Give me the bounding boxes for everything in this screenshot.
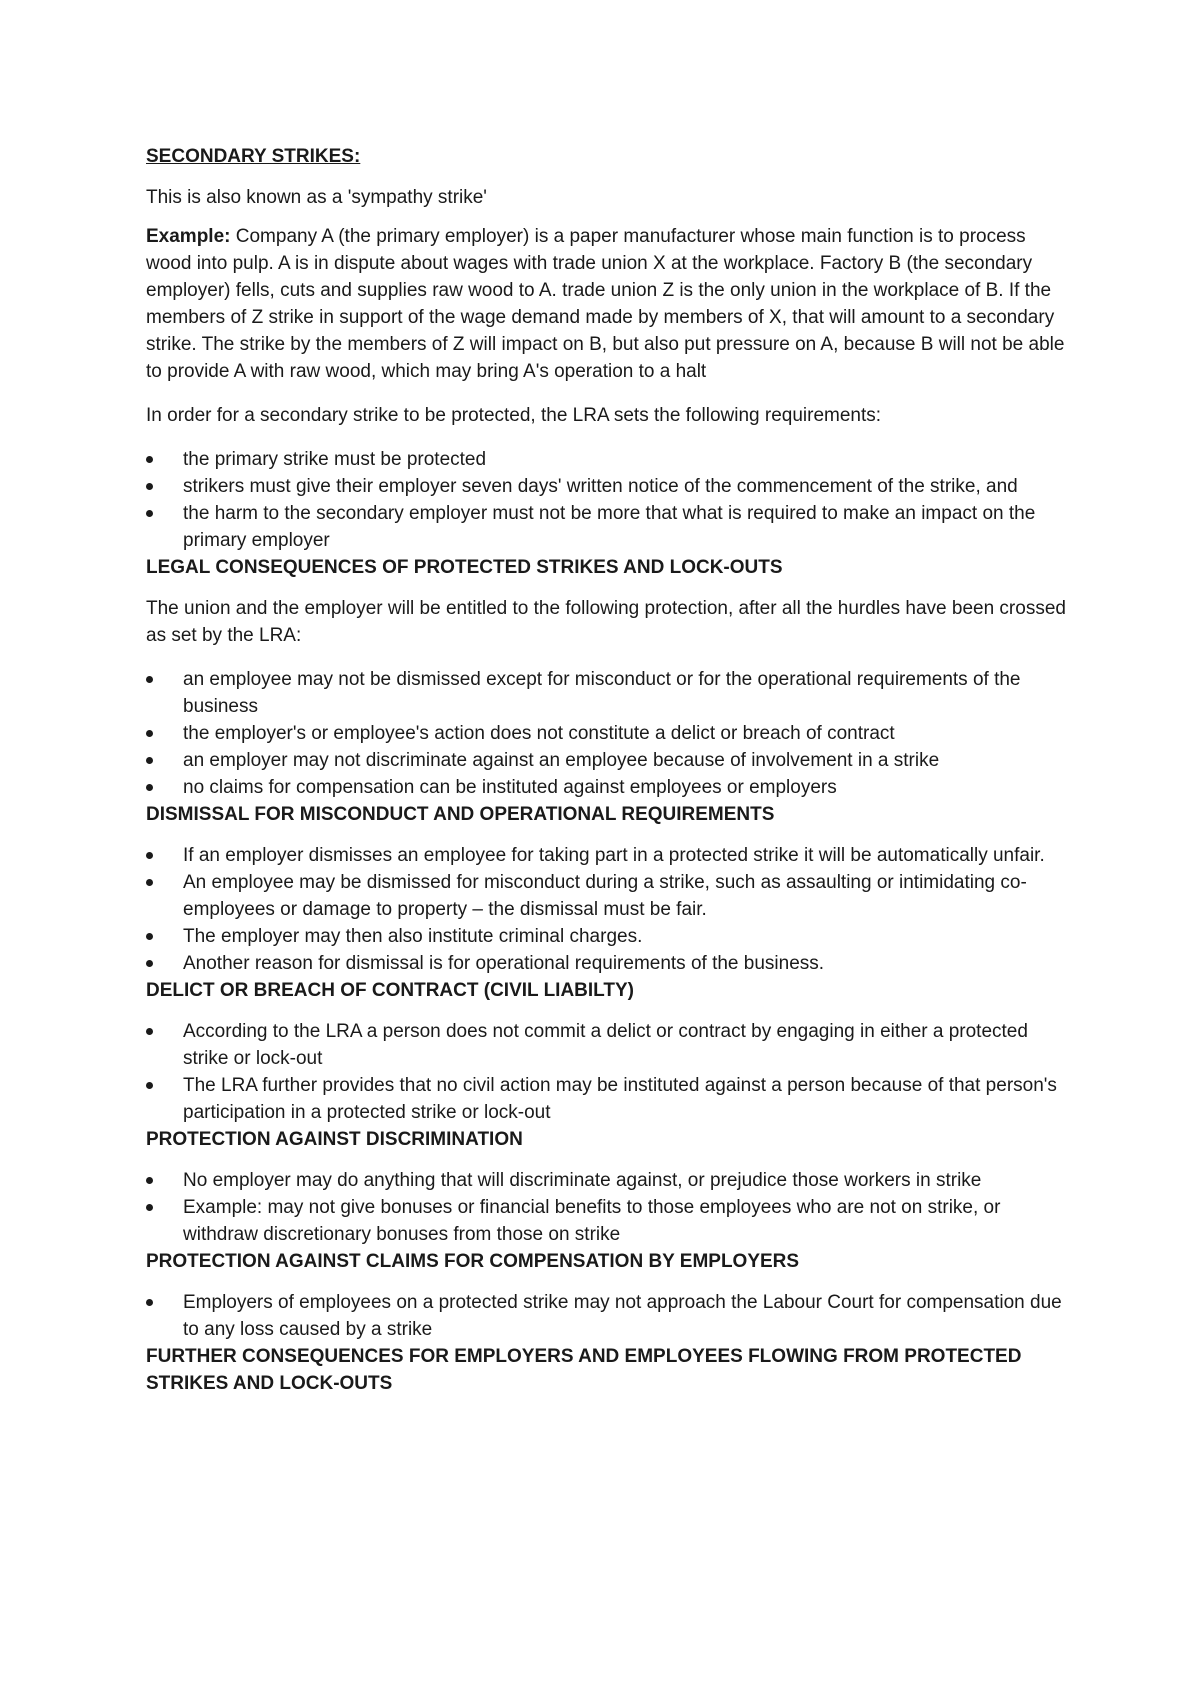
document-page (146, 143, 1066, 1411)
list-item: Another reason for dismissal is for operational requirements of the business. (146, 950, 1066, 977)
heading-further-consequences: FURTHER CONSEQUENCES FOR EMPLOYERS AND EMPLOYEES FLOWING FROM PROTECTED STRIKES AND LOCK-OUTS (146, 1346, 1022, 1394)
list-item: No employer may do anything that will discriminate against, or prejudice those workers in strike (146, 1167, 1066, 1194)
list-item: An employee may be dismissed for misconduct during a strike, such as assaulting or intimidating co-employees or damage to property – the dismissal must be fair. (146, 869, 1066, 923)
list-item: the harm to the secondary employer must not be more that what is required to make an impact on the primary employer (146, 500, 1066, 554)
list-item: The LRA further provides that no civil action may be instituted against a person because of that person's participation in a protected strike or lock-out (146, 1072, 1066, 1126)
list-item: an employer may not discriminate against an employee because of involvement in a strike (146, 747, 1066, 774)
example-text: Company A (the primary employer) is a paper manufacturer whose main function is to process wood into pulp. A is in dispute about wages with trade union X at the workplace. Factory B (the secondary employer) fells, cuts and supplies raw wood to A. trade union Z is the only union in the workplace of B. If the members of Z strike in support of the wage demand made by members of X, that will amount to a secondary strike. The strike by the members of Z will impact on B, but also put pressure on A, because B will not be able to provide A with raw wood, which may bring A's operation to a halt (146, 226, 1065, 382)
heading-dismissal: DISMISSAL FOR MISCONDUCT AND OPERATIONAL REQUIREMENTS (146, 804, 775, 825)
intro-paragraph: This is also known as a 'sympathy strike' (146, 187, 487, 208)
example-label: Example: (146, 226, 231, 247)
legal-intro: The union and the employer will be entitled to the following protection, after all the hurdles have been crossed as set by the LRA: (146, 598, 1066, 646)
example-paragraph (146, 223, 1066, 385)
list-item: According to the LRA a person does not commit a delict or contract by engaging in either a protected strike or lock-out (146, 1018, 1066, 1072)
list-item: no claims for compensation can be instituted against employees or employers (146, 774, 1066, 801)
legal-list (146, 666, 1066, 801)
heading-discrimination: PROTECTION AGAINST DISCRIMINATION (146, 1129, 523, 1150)
list-item: If an employer dismisses an employee for taking part in a protected strike it will be automatically unfair. (146, 842, 1066, 869)
heading-delict: DELICT OR BREACH OF CONTRACT (CIVIL LIABILTY) (146, 980, 634, 1001)
list-item: Employers of employees on a protected strike may not approach the Labour Court for compensation due to any loss caused by a strike (146, 1289, 1066, 1343)
delict-list (146, 1018, 1066, 1126)
list-item: strikers must give their employer seven days' written notice of the commencement of the strike, and (146, 473, 1066, 500)
list-item: The employer may then also institute criminal charges. (146, 923, 1066, 950)
section-title-secondary-strikes: SECONDARY STRIKES: (146, 146, 361, 167)
discrimination-list (146, 1167, 1066, 1248)
requirements-intro: In order for a secondary strike to be protected, the LRA sets the following requirements: (146, 405, 882, 426)
list-item: an employee may not be dismissed except for misconduct or for the operational requirements of the business (146, 666, 1066, 720)
heading-legal-consequences: LEGAL CONSEQUENCES OF PROTECTED STRIKES AND LOCK-OUTS (146, 557, 783, 578)
compensation-list (146, 1289, 1066, 1343)
heading-compensation: PROTECTION AGAINST CLAIMS FOR COMPENSATION BY EMPLOYERS (146, 1251, 800, 1272)
requirements-list (146, 446, 1066, 554)
list-item: the employer's or employee's action does not constitute a delict or breach of contract (146, 720, 1066, 747)
list-item: Example: may not give bonuses or financial benefits to those employees who are not on strike, or withdraw discretionary bonuses from those on strike (146, 1194, 1066, 1248)
dismissal-list (146, 842, 1066, 977)
list-item: the primary strike must be protected (146, 446, 1066, 473)
